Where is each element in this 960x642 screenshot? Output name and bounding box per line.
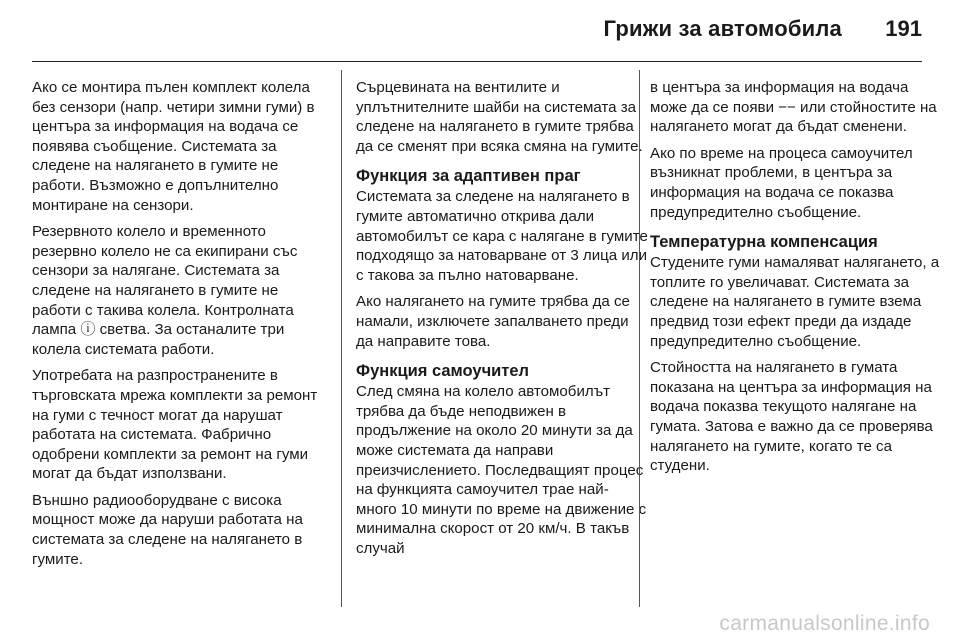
section-heading-adaptive-threshold: Функция за адаптивен праг	[356, 167, 581, 186]
text-column-3	[650, 78, 942, 483]
paragraph: Външно радиооборудване с висока мощност може да наруши работата на системата за следене на налягането в гумите.	[32, 491, 303, 568]
paragraph: Системата за следене на налягането в гумите автоматично открива дали автомобилът се кара с налягане в гумите подходящо за натоварване от 3 лица или с такова за пълно натоварване.	[356, 188, 648, 284]
section-heading-temperature-compensation: Температурна компенсация	[650, 233, 878, 252]
paragraph: Резервното колело и временното резервно колело не са екипирани със сензори за налягане. Системата за следене на налягането в гумите не работи с такива колела. Контролната лампа ⓘ светва. За останалите три колела системата работи.	[32, 223, 298, 358]
paragraph: Употребата на разпространените в търговската мрежа комплекти за ремонт на гуми с течност могат да нарушат работата на системата. Фабрично одобрени комплекти за ремонт на гуми могат да бъдат използвани.	[32, 367, 318, 483]
paragraph: След смяна на колело автомобилът трябва да бъде неподвижен в продължение на около 20 минути за да може системата да направи преизчислението. Последващият процес на функцията самоучител трае най-много 10 минути по време на движение с минимална скорост от 20 км/ч. В такъв случай	[356, 383, 647, 557]
column-divider	[341, 70, 342, 607]
watermark: carmanualsonline.info	[719, 612, 930, 635]
page-header	[0, 0, 960, 62]
paragraph: Студените гуми намаляват налягането, а топлите го увеличават. Системата за следене на налягането в гумите взема предвид този ефект преди да издаде предупредително съобщение.	[650, 254, 940, 350]
page-number: 191	[885, 16, 922, 41]
paragraph: Ако по време на процеса самоучител възникнат проблеми, в центъра за информация на водача се показва предупредително съобщение.	[650, 144, 913, 221]
page-title: Грижи за автомобила	[603, 16, 842, 41]
text-column-2	[356, 78, 648, 565]
section-heading-self-learning: Функция самоучител	[356, 362, 530, 381]
paragraph: Стойността на налягането в гумата показана на центъра за информация на водача показва текущото налягане на гумата. Затова е важно да се проверява налягането на гумите, когато те са студени.	[650, 359, 933, 475]
paragraph: Ако се монтира пълен комплект колела без сензори (напр. четири зимни гуми) в центъра за информация на водача се появява съобщение. Системата за следене на налягането в гумите не работи. Възможно е допълнително монтиране на сензори.	[32, 79, 315, 214]
paragraph: Сърцевината на вентилите и уплътнителните шайби на системата за следене на налягането в гумите трябва да се сменят при всяка смяна на гумите.	[356, 79, 643, 155]
header-divider	[32, 61, 922, 62]
text-column-1	[32, 78, 324, 576]
paragraph: в центъра за информация на водача може да се появи −− или стойностите на налягането могат да бъдат сменени.	[650, 79, 937, 136]
paragraph: Ако налягането на гумите трябва да се намали, изключете запалването преди да направите това.	[356, 293, 630, 350]
column-divider	[639, 70, 640, 607]
